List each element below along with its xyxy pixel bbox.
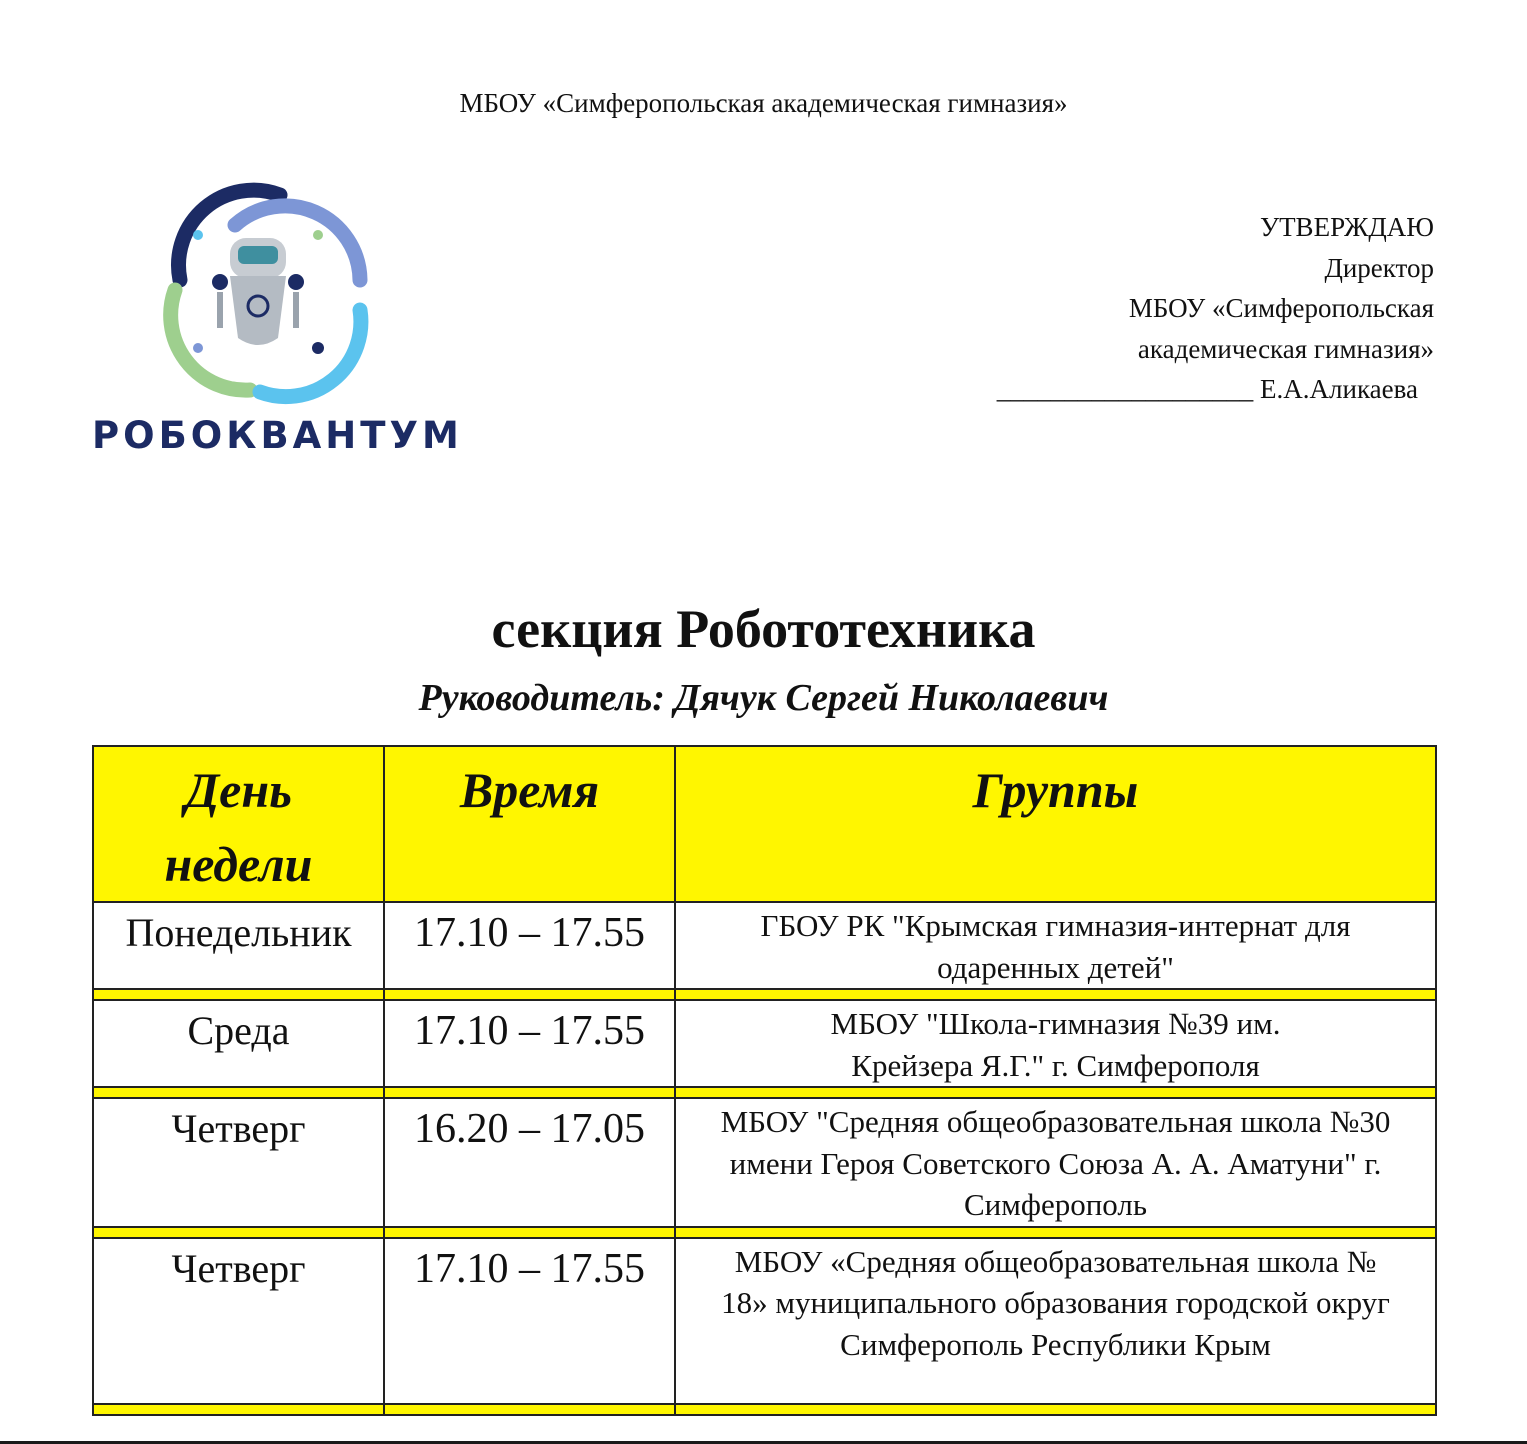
table-row [93,902,1436,989]
approval-org-line1: МБОУ «Симферопольская [1128,293,1434,323]
schedule-table [92,745,1437,1416]
organization-header: МБОУ «Симферопольская академическая гимназия» [459,88,1068,118]
robokvantum-logo [92,180,492,470]
row-day: Понедельник [93,902,384,989]
row-separator [93,989,1436,1000]
header-day: День недели [93,746,384,902]
robot-emblem-icon [150,180,380,408]
row-day: Четверг [93,1238,384,1404]
row-day: Четверг [93,1098,384,1227]
table-header-row [93,746,1436,902]
approval-org-line2: академическая гимназия» [1137,333,1434,364]
approval-heading: УТВЕРЖДАЮ [1259,212,1434,242]
row-time: 17.10 – 17.55 [384,1000,675,1087]
table-row [93,1238,1436,1404]
approval-signature: ___________________ Е.А.Аликаева [996,374,1418,404]
row-group: МБОУ "Средняя общеобразовательная школа №30 имени Героя Советского Союза А. А. Аматуни" г. Симферополь [675,1098,1436,1227]
section-title: секция Робототехника [491,599,1036,659]
header-time: Время [384,746,675,902]
leader-name: Руководитель: Дячук Сергей Николаевич [418,677,1109,719]
row-separator [93,1227,1436,1238]
row-time: 16.20 – 17.05 [384,1098,675,1227]
row-day: Среда [93,1000,384,1087]
row-time: 17.10 – 17.55 [384,902,675,989]
header-groups: Группы [675,746,1436,902]
row-separator [93,1404,1436,1415]
table-row [93,1000,1436,1087]
approval-block [997,207,1434,410]
row-group: ГБОУ РК "Крымская гимназия-интернат для одаренных детей" [675,902,1436,989]
row-separator [93,1087,1436,1098]
row-group: МБОУ "Школа-гимназия №39 им. Крейзера Я.Г." г. Симферополя [675,1000,1436,1087]
approval-position: Директор [1324,252,1434,283]
row-group: МБОУ «Средняя общеобразовательная школа № 18» муниципального образования городской округ Симферополь Республики Крым [675,1238,1436,1404]
logo-wordmark: РОБОКВАНТУМ [92,414,463,457]
row-time: 17.10 – 17.55 [384,1238,675,1404]
table-row [93,1098,1436,1227]
